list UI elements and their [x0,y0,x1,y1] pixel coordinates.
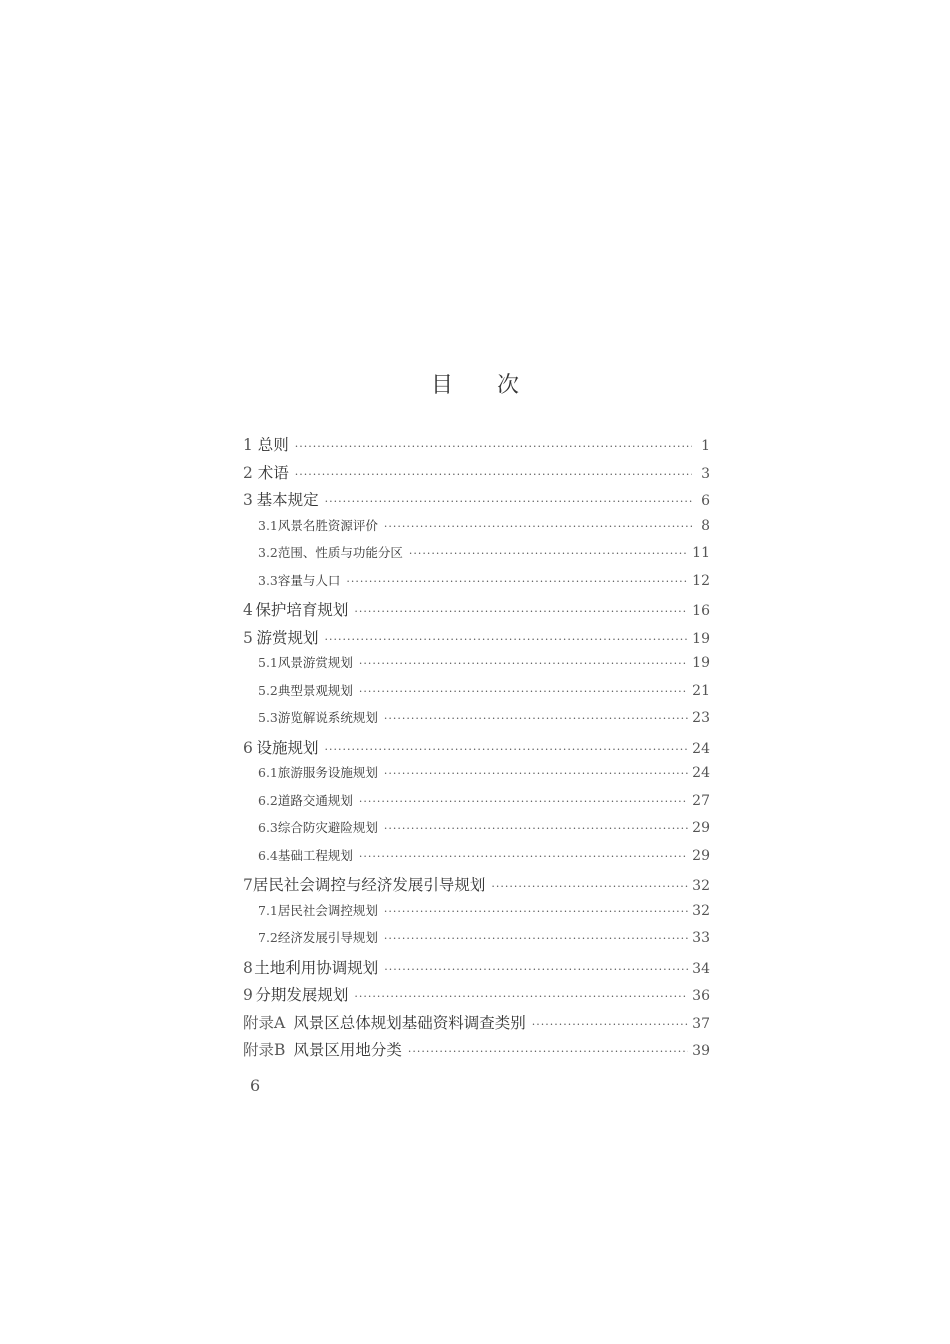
toc-leader-dots [346,575,688,588]
toc-entry-title: 典型景观规划 [277,682,353,698]
toc-entry-number: 5.1 [258,655,278,670]
toc-entry-number: 附录B [243,1041,286,1059]
toc-entry-title: 总则 [257,436,289,454]
toc-leader-dots [359,685,688,698]
toc-leader-dots [384,822,688,835]
toc-leader-dots [384,963,688,976]
toc-entry-page: 27 [692,792,710,809]
toc-entry-number: 9 [243,986,253,1004]
toc-entry-title: 风景区总体规划基础资料调查类别 [293,1013,526,1032]
toc-entry-title: 风景名胜资源评价 [277,517,378,533]
toc-entry[interactable] [243,461,710,488]
toc-entry[interactable] [243,543,710,570]
toc-leader-dots [384,520,692,533]
toc-entry[interactable] [243,626,710,653]
toc-entry-number: 3.1 [258,517,278,533]
toc-entry-title: 经济发展引导规划 [277,930,378,945]
toc-entry-title: 旅游服务设施规划 [277,765,378,780]
toc-entry-page: 24 [692,740,710,757]
toc-entry-title: 风景区用地分类 [293,1041,402,1059]
toc-entry-number: 6.2 [258,792,278,808]
toc-leader-dots [384,905,688,918]
toc-entry-number: 5 [243,628,253,647]
toc-entry[interactable] [243,1011,710,1038]
toc-leader-dots [409,547,688,560]
toc-entry-number: 2 [243,463,253,482]
toc-leader-dots [408,1045,688,1058]
toc-entry-title: 容量与人口 [277,572,341,588]
toc-entry-title: 分期发展规划 [255,986,349,1004]
toc-entry[interactable] [243,708,710,735]
toc-entry-page: 37 [692,1015,710,1032]
toc-entry[interactable] [243,653,710,680]
toc-entry-title: 范围、性质与功能分区 [277,545,403,560]
toc-entry-title: 保护培育规划 [255,601,349,619]
toc-entry[interactable] [243,818,710,845]
toc-entry-number: 6.1 [258,765,278,780]
toc-entry-page: 19 [692,630,710,647]
toc-leader-dots [359,795,688,808]
toc-entry[interactable] [243,763,710,790]
toc-entry-title: 基本规定 [256,491,319,509]
toc-entry-page: 3 [701,465,710,482]
toc-entry-number: 7.1 [258,902,278,918]
toc-leader-dots [384,767,688,780]
toc-entry[interactable] [243,791,710,818]
toc-entry[interactable] [243,598,710,625]
toc-entry-page: 34 [692,960,710,977]
toc-entry-page: 24 [692,765,710,781]
toc-entry-number: 1 [243,436,253,454]
toc-entry-page: 1 [701,438,710,454]
toc-entry-title: 综合防灾避险规划 [277,820,378,835]
toc-entry-page: 16 [692,603,710,619]
toc-heading [0,368,950,399]
toc-entry-page: 11 [692,545,710,561]
page-number: 6 [250,1076,261,1095]
heading-char-1: 目 [430,373,453,398]
toc-entry-title: 土地利用协调规划 [254,958,379,977]
toc-leader-dots [359,657,688,670]
heading-char-2: 次 [497,373,520,398]
toc-leader-dots [532,1018,688,1031]
toc-entry-title: 设施规划 [256,738,319,757]
toc-entry-page: 8 [701,517,710,534]
toc-entry[interactable] [243,433,710,460]
toc-entry[interactable] [243,983,710,1010]
toc-entry-page: 36 [692,988,710,1004]
toc-entry[interactable] [243,516,710,543]
toc-entry-number: 4 [243,601,253,619]
toc-leader-dots [384,712,688,725]
toc-entry-number: 8 [243,958,253,977]
toc-leader-dots [325,495,692,508]
toc-entry-page: 29 [692,847,710,864]
toc-entry-page: 21 [692,682,710,699]
toc-entry-page: 6 [701,493,710,509]
toc-leader-dots [384,932,688,945]
toc-leader-dots [325,633,689,646]
toc-entry-number: 6.3 [258,820,278,835]
toc-entry-page: 12 [692,572,710,589]
toc-entry-title: 基础工程规划 [277,847,353,863]
toc-entry-number: 3.2 [258,545,278,560]
toc-leader-dots [295,440,692,453]
toc-entry-title: 游赏规划 [256,628,319,647]
toc-entry-number: 6 [243,738,253,757]
toc-entry-title: 居民社会调控规划 [277,902,378,918]
toc-entry[interactable] [243,681,710,708]
toc-entry-page: 23 [692,710,710,726]
toc-entry[interactable] [243,928,710,955]
toc-entry[interactable] [243,873,710,900]
toc-leader-dots [359,850,688,863]
toc-entry-page: 32 [692,902,710,919]
toc-entry-number: 附录A [243,1013,286,1032]
toc-entry-title: 游览解说系统规划 [277,710,378,725]
toc-entry[interactable] [243,956,710,983]
toc-entry[interactable] [243,571,710,598]
toc-leader-dots [354,605,688,618]
toc-entry-number: 5.2 [258,682,278,698]
toc-entry-title: 居民社会调控与经济发展引导规划 [252,876,486,894]
toc-entry-page: 32 [692,878,710,894]
toc-entry-number: 7.2 [258,930,278,945]
toc-entry-title: 风景游赏规划 [277,655,353,670]
toc-entry-number: 5.3 [258,710,278,725]
toc-entry-number: 6.4 [258,847,278,863]
toc-entry[interactable] [243,488,710,515]
toc-entry[interactable] [243,1038,710,1065]
toc-entry-page: 19 [692,655,710,671]
toc-entry[interactable] [243,846,710,873]
toc-entry-number: 7 [243,876,253,894]
toc-entry[interactable] [243,736,710,763]
toc-entry-title: 道路交通规划 [277,792,353,808]
toc-entry-page: 33 [692,930,710,946]
toc-leader-dots [354,990,688,1003]
toc-leader-dots [295,468,692,481]
toc-leader-dots [491,880,688,893]
toc-entry-number: 3.3 [258,572,278,588]
toc-entry[interactable] [243,901,710,928]
toc-entry-number: 3 [243,491,253,509]
toc-leader-dots [325,743,689,756]
toc-entry-title: 术语 [257,463,289,482]
toc-entry-page: 29 [692,820,710,836]
toc-entry-page: 39 [692,1043,710,1059]
